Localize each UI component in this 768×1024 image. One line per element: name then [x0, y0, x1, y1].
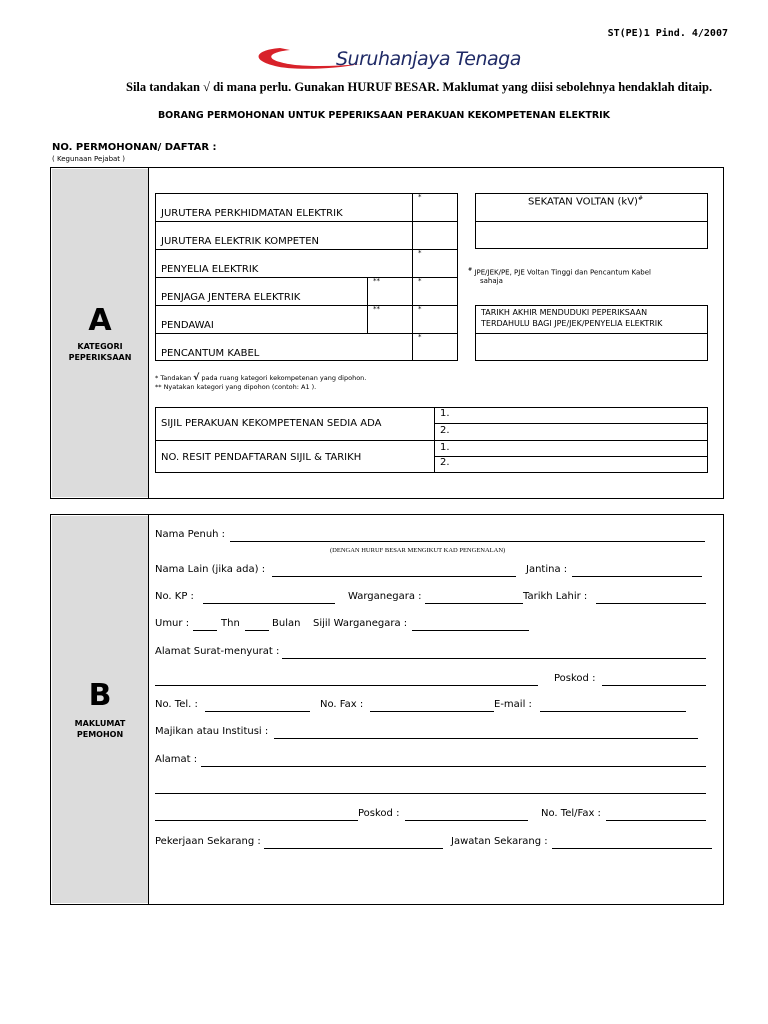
no-tel-fax-field[interactable]	[606, 820, 706, 821]
jawatan-label: Jawatan Sekarang :	[451, 836, 548, 847]
existing-cert-2[interactable]: 2.	[440, 425, 450, 436]
tarikh-lahir-label: Tarikh Lahir :	[523, 591, 588, 602]
receipt-1[interactable]: 1.	[440, 442, 450, 453]
nama-penuh-field[interactable]	[230, 541, 705, 542]
nama-penuh-label: Nama Penuh :	[155, 529, 226, 540]
note1-pre: * Tandakan	[155, 374, 192, 382]
application-no-label: NO. PERMOHONAN/ DAFTAR :	[52, 142, 217, 153]
voltage-note	[468, 266, 651, 286]
jawatan-field[interactable]	[552, 848, 712, 849]
office-use-label: ( Kegunaan Pejabat )	[52, 155, 126, 163]
double-star-mark: **	[373, 305, 380, 313]
alamat-label: Alamat :	[155, 754, 198, 765]
poskod-label: Poskod :	[554, 673, 596, 684]
nama-lain-field[interactable]	[272, 576, 516, 577]
tick-icon: √	[193, 373, 200, 383]
form-code: ST(PE)1 Pind. 4/2007	[607, 28, 728, 39]
bulan-label: Bulan	[272, 618, 301, 629]
instruction: Sila tandakan √ di mana perlu. Gunakan HURUF BESAR. Maklumat yang diisi sebolehnya hendaklah ditaip.	[126, 80, 713, 94]
voltage-sup: #	[637, 195, 643, 202]
voltage-note-line1: JPE/JEK/PE, PJE Voltan Tinggi dan Pencantum Kabel	[474, 268, 651, 277]
section-b-title-line1: MAKLUMAT	[74, 719, 126, 728]
no-tel-label: No. Tel. :	[155, 699, 198, 710]
logo	[250, 40, 610, 80]
category-pencantum[interactable]: PENCANTUM KABEL	[161, 348, 260, 359]
email-label: E-mail :	[494, 699, 532, 710]
no-tel-fax-label: No. Tel/Fax :	[541, 808, 601, 819]
no-kp-field[interactable]	[203, 603, 335, 604]
umur-bulan-field[interactable]	[245, 630, 269, 631]
nama-note: (DENGAN HURUF BESAR MENGIKUT KAD PENGENALAN)	[330, 547, 506, 554]
double-star-mark: **	[373, 277, 380, 285]
star-mark: *	[418, 333, 422, 341]
sijil-warganegara-field[interactable]	[412, 630, 529, 631]
section-a-title-line2: PEPERIKSAAN	[68, 353, 132, 362]
alamat-field-3[interactable]	[155, 820, 358, 821]
pekerjaan-label: Pekerjaan Sekarang :	[155, 836, 261, 847]
star-mark: *	[418, 277, 422, 285]
alamat-field[interactable]	[201, 766, 706, 767]
voltage-label-text: SEKATAN VOLTAN (kV)	[528, 196, 638, 208]
poskod-2-field[interactable]	[405, 820, 528, 821]
poskod-field[interactable]	[602, 685, 706, 686]
star-mark: *	[418, 305, 422, 313]
section-b-title-line2: PEMOHON	[76, 730, 124, 739]
receipt-2[interactable]: 2.	[440, 457, 450, 468]
no-kp-label: No. KP :	[155, 591, 194, 602]
existing-cert-label: SIJIL PERAKUAN KEKOMPETENAN SEDIA ADA	[161, 418, 382, 429]
receipt-label: NO. RESIT PENDAFTARAN SIJIL & TARIKH	[161, 452, 362, 463]
email-field[interactable]	[540, 711, 686, 712]
category-penyelia[interactable]: PENYELIA ELEKTRIK	[161, 264, 259, 275]
sijil-warganegara-label: Sijil Warganegara :	[313, 618, 408, 629]
alamat-surat-label: Alamat Surat-menyurat :	[155, 646, 280, 657]
alamat-surat-field-2[interactable]	[155, 685, 538, 686]
category-jpe[interactable]: JURUTERA PERKHIDMATAN ELEKTRIK	[161, 208, 343, 219]
section-b-title	[52, 718, 148, 740]
voltage-note-mark: #	[468, 267, 473, 273]
existing-cert-1[interactable]: 1.	[440, 408, 450, 419]
form-title: BORANG PERMOHONAN UNTUK PEPERIKSAAN PERAKUAN KEKOMPETENAN ELEKTRIK	[157, 110, 611, 121]
last-exam-label	[481, 307, 662, 329]
note2: ** Nyatakan kategori yang dipohon (contoh: A1 ).	[155, 383, 317, 391]
section-a-title-line1: KATEGORI	[77, 342, 123, 351]
alamat-surat-field[interactable]	[282, 658, 706, 659]
category-pje[interactable]: PENJAGA JENTERA ELEKTRIK	[161, 292, 301, 303]
last-exam-line1: TARIKH AKHIR MENDUDUKI PEPERIKSAAN	[481, 308, 648, 317]
majikan-label: Majikan atau Institusi :	[155, 726, 269, 737]
tarikh-lahir-field[interactable]	[596, 603, 706, 604]
majikan-field[interactable]	[274, 738, 698, 739]
jantina-field[interactable]	[572, 576, 702, 577]
category-notes	[155, 374, 366, 392]
no-fax-label: No. Fax :	[320, 699, 364, 710]
alamat-field-2[interactable]	[155, 793, 706, 794]
category-pendawai[interactable]: PENDAWAI	[161, 320, 214, 331]
note1-post: pada ruang kategori kekompetenan yang dipohon.	[201, 374, 367, 382]
umur-thn-field[interactable]	[193, 630, 217, 631]
star-mark: *	[418, 193, 422, 201]
warganegara-field[interactable]	[425, 603, 523, 604]
thn-label: Thn	[221, 618, 240, 629]
pekerjaan-field[interactable]	[264, 848, 443, 849]
last-exam-line2: TERDAHULU BAGI JPE/JEK/PENYELIA ELEKTRIK	[481, 319, 663, 328]
jantina-label: Jantina :	[526, 564, 568, 575]
nama-lain-label: Nama Lain (jika ada) :	[155, 564, 266, 575]
poskod-2-label: Poskod :	[358, 808, 400, 819]
category-jek[interactable]: JURUTERA ELEKTRIK KOMPETEN	[161, 236, 320, 247]
voltage-label	[528, 195, 643, 207]
section-b	[50, 514, 724, 905]
logo-text: Suruhanjaya Tenaga	[336, 48, 521, 70]
section-b-letter: B	[88, 678, 112, 713]
umur-label: Umur :	[155, 618, 190, 629]
warganegara-label: Warganegara :	[348, 591, 422, 602]
section-a-letter: A	[88, 303, 112, 338]
no-fax-field[interactable]	[370, 711, 494, 712]
section-a-title	[52, 341, 148, 363]
voltage-note-line2: sahaja	[480, 277, 503, 286]
star-mark: *	[418, 249, 422, 257]
no-tel-field[interactable]	[205, 711, 310, 712]
